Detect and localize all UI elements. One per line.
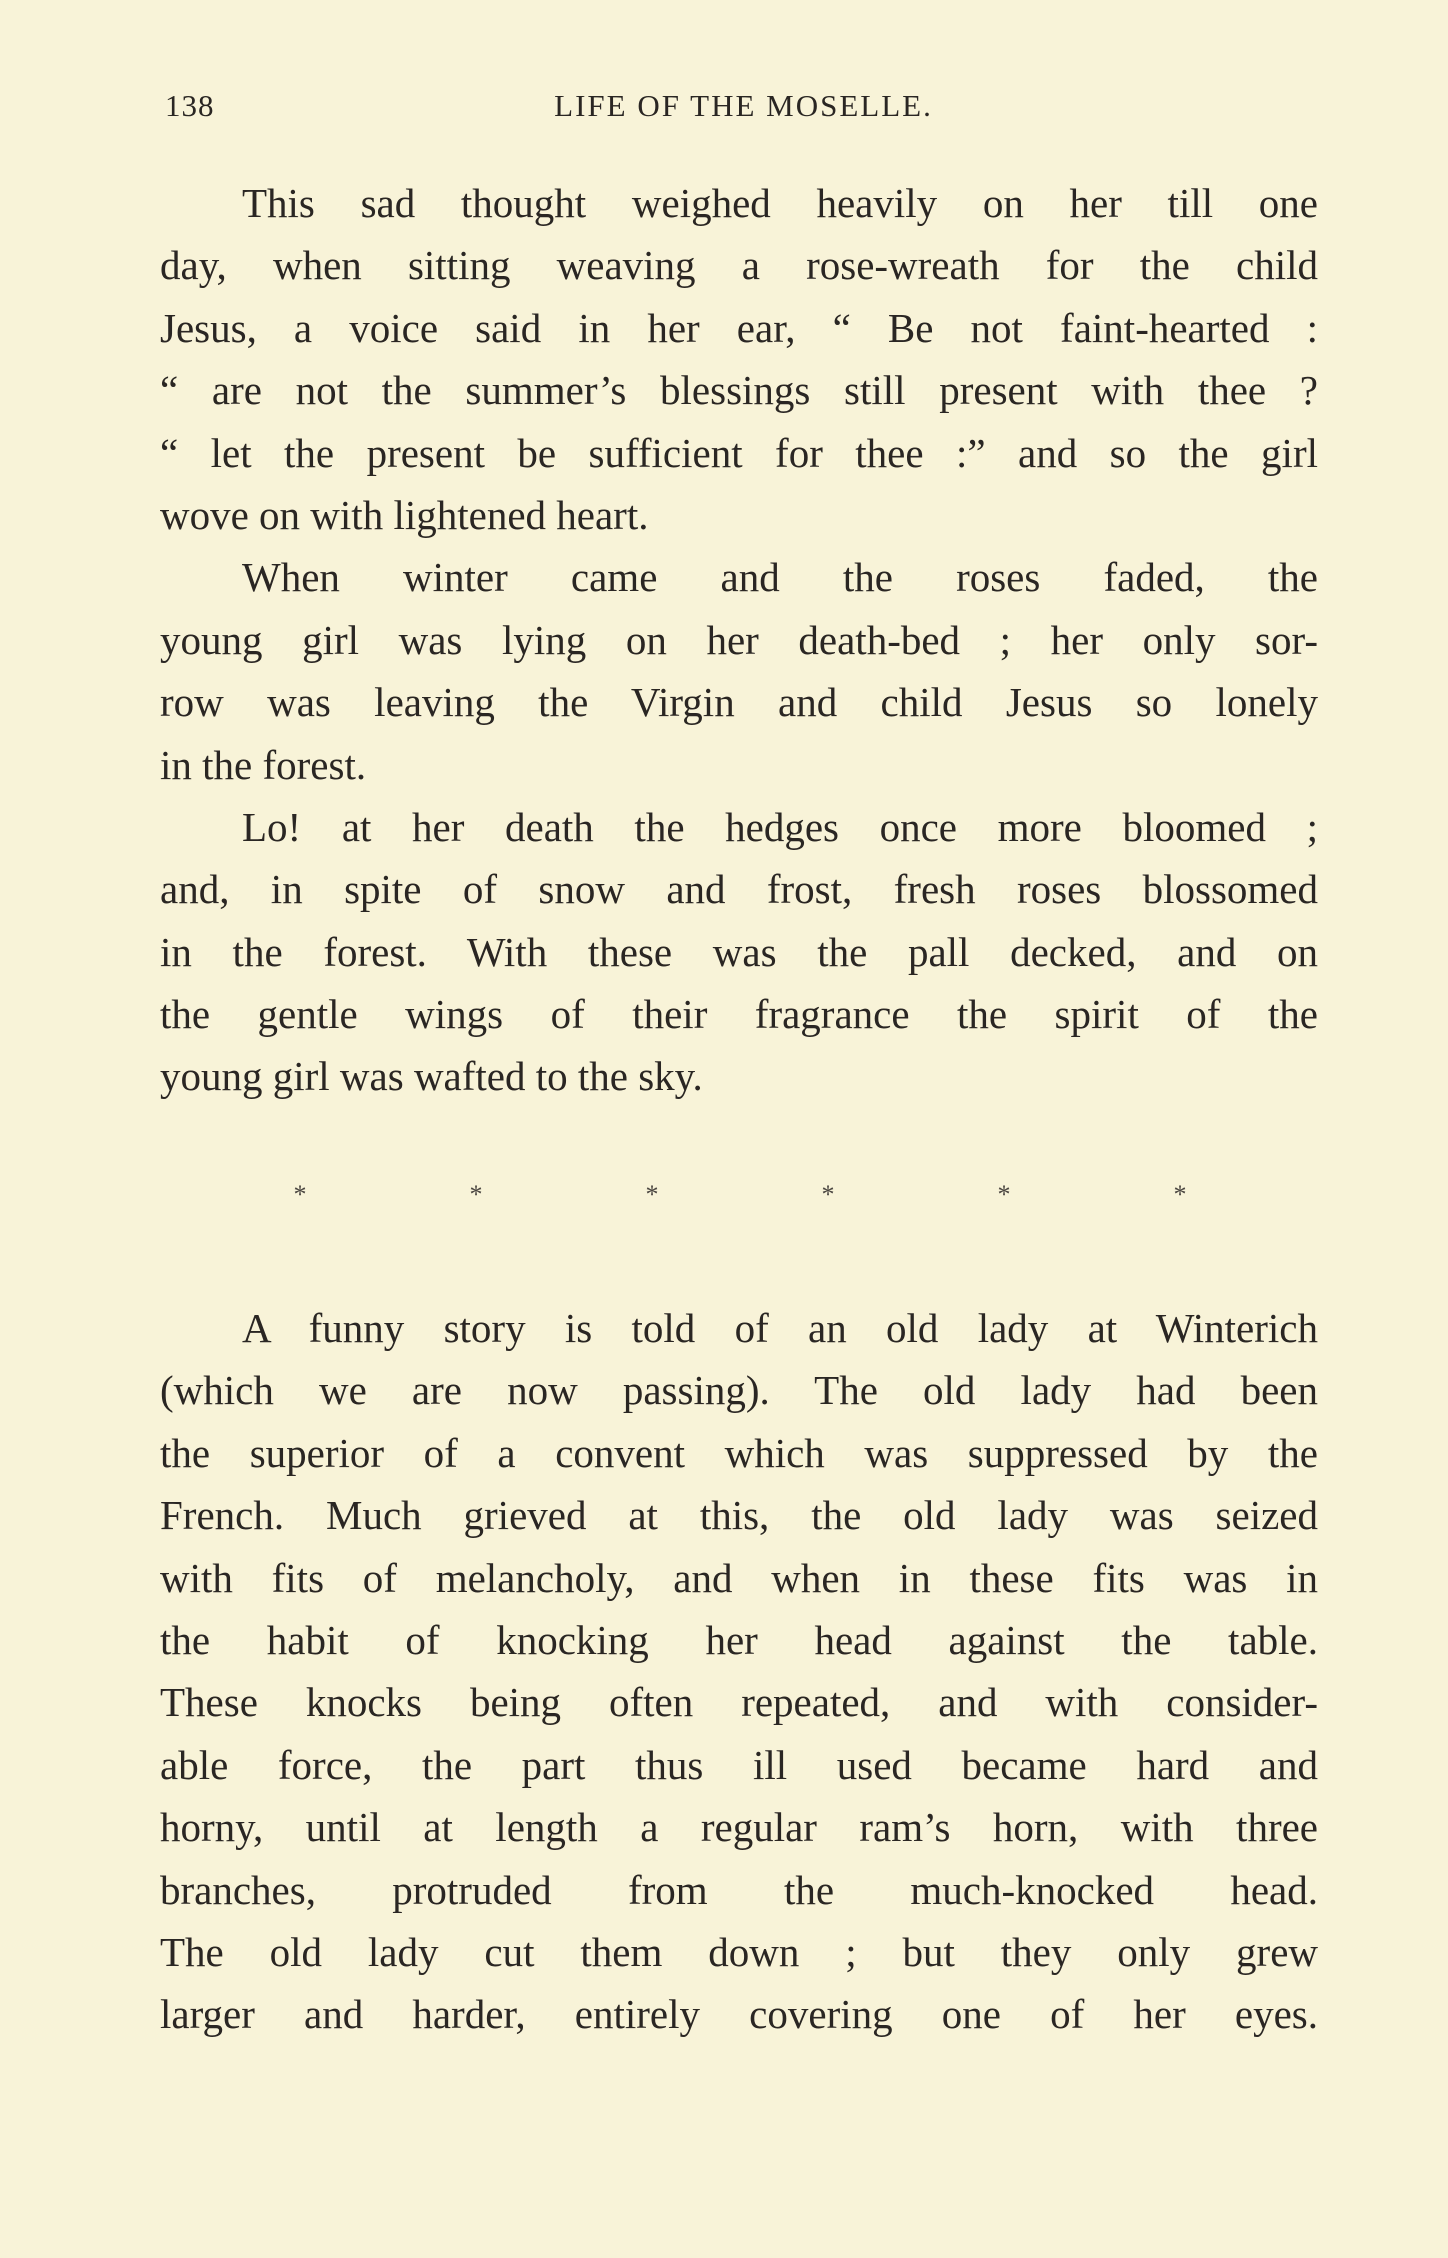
separator-star: *	[1173, 1180, 1187, 1209]
text-line: branches, protruded from the much-knocked head.	[160, 1866, 1318, 1913]
text-line: row was leaving the Virgin and child Jesus so lonely	[160, 679, 1318, 726]
text-line: young girl was wafted to the sky.	[160, 1053, 703, 1100]
separator-star: *	[469, 1180, 483, 1209]
separator-star: *	[645, 1180, 659, 1209]
text-line: (which we are now passing). The old lady had been	[160, 1367, 1318, 1414]
text-line: French. Much grieved at this, the old lady was seized	[160, 1492, 1318, 1539]
text-line: Jesus, a voice said in her ear, “ Be not faint-hearted :	[160, 304, 1318, 351]
text-line: in the forest.	[160, 741, 367, 788]
separator-star: *	[997, 1180, 1011, 1209]
text-line: in the forest. With these was the pall decked, and on	[160, 928, 1318, 975]
separator-star: *	[821, 1180, 835, 1209]
text-line: the habit of knocking her head against the table.	[160, 1616, 1318, 1663]
text-line: These knocks being often repeated, and with consider-	[160, 1679, 1318, 1726]
text-line: When winter came and the roses faded, the	[242, 554, 1318, 601]
text-line: and, in spite of snow and frost, fresh roses blossomed	[160, 866, 1318, 913]
text-line: the gentle wings of their fragrance the spirit of the	[160, 991, 1318, 1038]
separator-star: *	[293, 1180, 307, 1209]
text-line: young girl was lying on her death-bed ; her only sor-	[160, 616, 1318, 663]
page-header	[165, 88, 1322, 128]
body-text-bottom	[160, 1297, 1318, 2046]
running-title: LIFE OF THE MOSELLE.	[554, 88, 933, 123]
text-line: horny, until at length a regular ram’s horn, with three	[160, 1804, 1318, 1851]
section-separator	[290, 1180, 1190, 1210]
text-line: “ let the present be sufficient for thee :” and so the girl	[160, 429, 1318, 476]
text-line: This sad thought weighed heavily on her till one	[242, 180, 1318, 226]
text-line: with fits of melancholy, and when in these fits was in	[160, 1554, 1318, 1601]
text-line: “ are not the summer’s blessings still present with thee ?	[160, 367, 1318, 414]
text-line: larger and harder, entirely covering one of her eyes.	[160, 1991, 1318, 2038]
text-line: The old lady cut them down ; but they only grew	[160, 1928, 1318, 1975]
text-line: A funny story is told of an old lady at Winterich	[242, 1305, 1318, 1351]
text-line: wove on with lightened heart.	[160, 491, 649, 538]
body-text-top	[160, 172, 1318, 1108]
text-line: day, when sitting weaving a rose-wreath for the child	[160, 242, 1318, 289]
page-number: 138	[165, 88, 215, 123]
text-line: able force, the part thus ill used became hard and	[160, 1741, 1318, 1788]
text-line: Lo! at her death the hedges once more bloomed ;	[242, 803, 1318, 850]
text-line: the superior of a convent which was suppressed by the	[160, 1429, 1318, 1476]
